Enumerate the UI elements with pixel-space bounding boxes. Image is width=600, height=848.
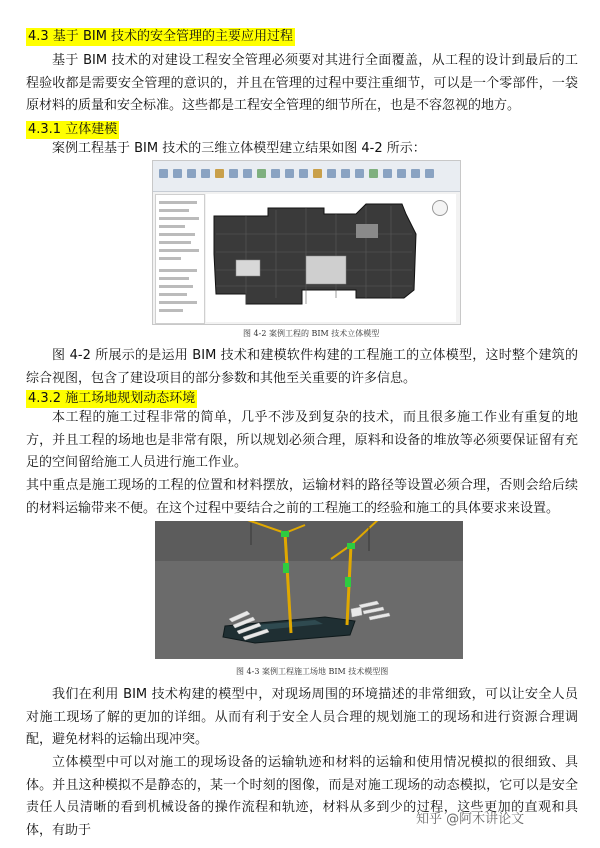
section-heading-4-3-2: 4.3.2 施工场地规划动态环境 xyxy=(28,391,196,406)
paragraph-model-description: 图 4-2 所展示的是运用 BIM 技术和建模软件构建的工程施工的立体模型，这时整个建筑的综合视图，包含了建设项目的部分参数和其他至关重要的许多信息。 xyxy=(26,348,578,386)
zhihu-watermark: 知乎 @阿木讲论文 xyxy=(416,812,525,827)
paragraph-model-intro: 案例工程基于 BIM 技术的三维立体模型建立结果如图 4-2 所示： xyxy=(52,141,426,156)
paragraph-material-placement: 其中重点是施工现场的工程的位置和材料摆放，运输材料的路径等设置必须合理，否则会给后续的材料运输带来不便。在这个过程中要结合之前的工程施工的经验和施工的具体要求来设置。 xyxy=(26,478,578,516)
section-heading-4-3: 4.3 基于 BIM 技术的安全管理的主要应用过程 xyxy=(28,29,294,44)
paragraph-intro: 基于 BIM 技术的对建设工程安全管理必须要对其进行全面覆盖，从工程的设计到最后的工程验收都是需要安全管理的意识的，并且在管理的过程中要注重细节，可以是一个零部件，一袋原材料的质量和安全标准。这些都是工程安全管理的细节所在，也是不容忽视的地方。 xyxy=(26,53,578,113)
paragraph-environment-detail: 我们在利用 BIM 技术构建的模型中，对现场周围的环境描述的非常细致，可以让安全人员对施工现场了解的更加的详细。从而有利于安全人员合理的规划施工的现场和进行资源合理调配，避免材料的运输出现冲突。 xyxy=(26,687,578,747)
view-cube-icon xyxy=(432,200,448,216)
section-heading-4-3-1: 4.3.1 立体建模 xyxy=(28,122,118,137)
site-bim-model-render xyxy=(155,521,463,659)
construction-site-scene xyxy=(155,521,463,659)
paragraph-site-planning: 本工程的施工过程非常的简单，几乎不涉及到复杂的技术，而且很多施工作业有重复的地方，并且工程的场地也是非常有限，所以规划必须合理，原料和设备的堆放等必须要保证留有充足的空间留给施工人员进行施工作业。 xyxy=(26,410,578,470)
bim-software-screenshot xyxy=(152,160,461,325)
model-viewport xyxy=(206,194,456,322)
properties-panel xyxy=(155,194,205,324)
building-3d-model xyxy=(206,194,456,322)
paragraph-dynamic-simulation: 立体模型中可以对施工的现场设备的运输轨迹和材料的运输和使用情况模拟的很细致、具体。并且这种模拟不是静态的，某一个时刻的图像，而是对施工现场的动态模拟，它可以是安全责任人员清晰的看到机械设备的操作流程和轨迹，材料从多到少的过程，这些更加的直观和具体，有助于 xyxy=(26,755,578,838)
figure-caption-4-3: 图 4-3 案例工程施工场地 BIM 技术模型图 xyxy=(236,667,389,676)
software-ribbon-toolbar xyxy=(153,161,460,192)
figure-caption-4-2: 图 4-2 案例工程的 BIM 技术立体模型 xyxy=(243,329,380,338)
